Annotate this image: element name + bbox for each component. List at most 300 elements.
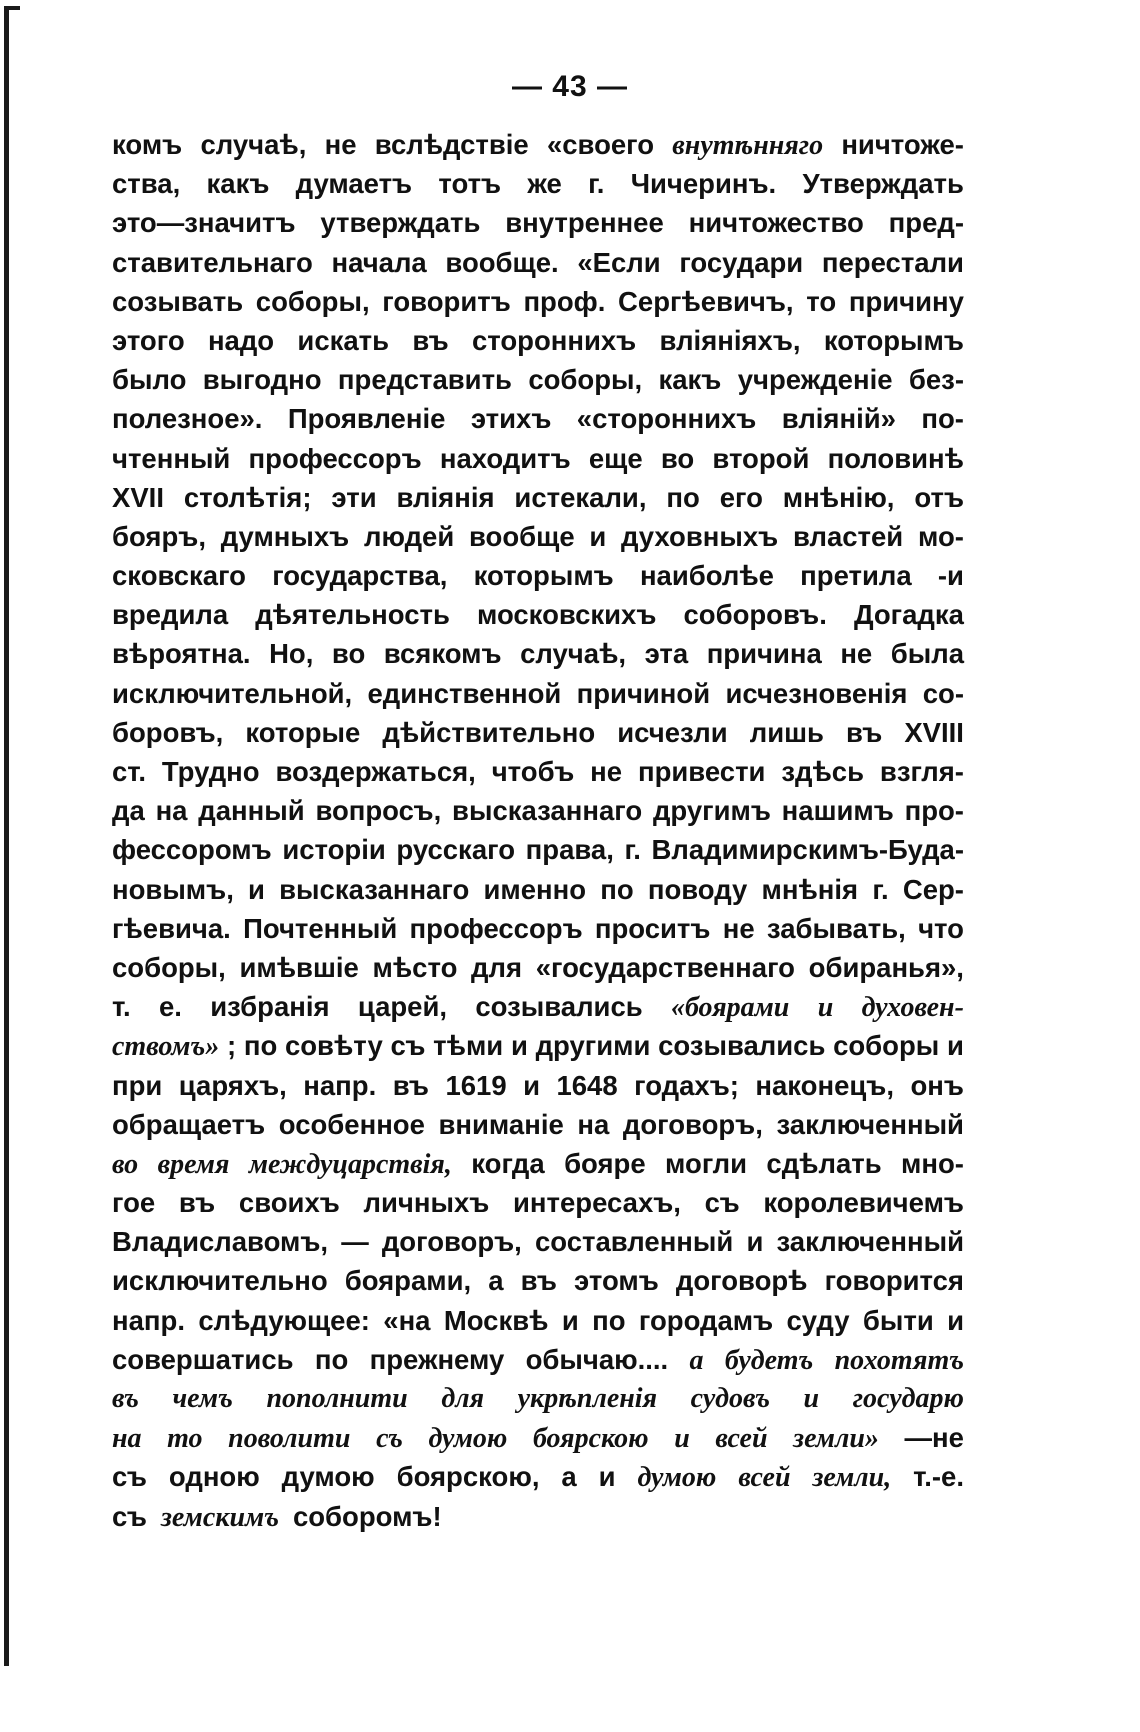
word: а (561, 1461, 577, 1493)
word: было (112, 364, 187, 396)
word: въ (845, 716, 883, 748)
word: привести (637, 756, 766, 787)
word: духовен- (861, 992, 964, 1024)
word: Но, (269, 638, 314, 670)
word: ставительнаго (112, 246, 313, 278)
word: вліяній» (781, 403, 896, 435)
word: да (112, 795, 145, 827)
word: проситъ (594, 912, 711, 944)
page-edge-corner (4, 6, 20, 10)
word: была (890, 638, 964, 670)
word: созывать (112, 285, 244, 317)
text-line (112, 987, 964, 1026)
word: данный (198, 795, 305, 827)
word: Почтенный (243, 912, 398, 944)
word: говоритъ (382, 285, 511, 317)
word: укрѣпленія (517, 1383, 657, 1414)
word: царей, (357, 991, 448, 1023)
word: совершатись (112, 1343, 294, 1375)
word: быти (862, 1304, 934, 1336)
word: отъ (914, 481, 964, 513)
word: дѣятельность (255, 599, 450, 631)
word: междуцарствія, (248, 1148, 452, 1180)
word: по (600, 873, 634, 905)
word: т. (112, 991, 131, 1023)
word: новымъ, (112, 873, 234, 905)
text-line (112, 399, 964, 438)
word: духовныхъ (621, 520, 779, 552)
word: Чичеринъ. (630, 168, 777, 200)
body-text (112, 125, 964, 1536)
text-line (112, 203, 964, 242)
word: находитъ (439, 442, 571, 474)
word: Трудно (161, 756, 260, 787)
word: что (918, 912, 964, 944)
word: московскихъ (476, 599, 657, 631)
word: для (441, 1383, 484, 1414)
text-line (112, 791, 964, 830)
word: проф. (523, 285, 606, 317)
word: —не (904, 1422, 964, 1454)
word: съ (704, 1187, 740, 1219)
word: вообще (468, 520, 575, 552)
word: думою (428, 1423, 508, 1455)
word: забывать, (766, 912, 906, 944)
word: совѣту (284, 1030, 383, 1062)
word: именно (483, 873, 587, 905)
text-line (112, 1222, 964, 1261)
text-line (112, 360, 964, 399)
word: г. (624, 834, 641, 866)
word: во (331, 638, 366, 670)
word: заключенный (776, 1226, 964, 1258)
word: соборы (833, 1030, 940, 1062)
word: воздержаться, (275, 756, 476, 787)
word: властей (792, 520, 904, 552)
word: нашимъ (781, 795, 894, 827)
word: которымъ (473, 560, 614, 592)
word: онъ (910, 1069, 964, 1101)
word: исторіи (282, 834, 386, 866)
word: лишь (749, 716, 824, 748)
word: думою (637, 1462, 717, 1494)
word: въ (178, 1187, 216, 1219)
word: гѣевича. (112, 912, 231, 944)
word: вліяніяхъ, (659, 324, 801, 356)
word: и (947, 1304, 964, 1336)
word: -и (937, 560, 964, 592)
text-line (112, 164, 964, 203)
word: мно- (901, 1147, 964, 1179)
word: и (561, 1304, 579, 1336)
text-line (112, 830, 964, 869)
word: не (324, 129, 357, 160)
word: второй (712, 442, 810, 474)
word: чемъ (172, 1383, 233, 1414)
word: учрежденіе (737, 364, 893, 396)
word: комъ (112, 129, 183, 160)
word: и (817, 992, 834, 1024)
word: «государственнаго (535, 951, 795, 983)
word: а (488, 1265, 504, 1297)
word: боровъ, (112, 716, 224, 748)
word: всей (738, 1462, 791, 1494)
word: без- (908, 364, 964, 396)
word: и (746, 1226, 764, 1258)
word: годахъ; (634, 1069, 739, 1101)
word: чтобъ (491, 756, 575, 787)
text-line (112, 1066, 964, 1105)
word: дѣйствительно (382, 716, 596, 748)
word: исключительно (112, 1265, 328, 1297)
word: въ (520, 1265, 557, 1297)
word: соборовъ. (683, 599, 827, 631)
word: напр. (112, 1304, 185, 1336)
word: права, (525, 834, 614, 866)
word: по (592, 1304, 626, 1336)
word: Догадка (853, 599, 964, 631)
word: профессоръ (248, 442, 422, 474)
text-line (112, 282, 964, 321)
word: то (806, 285, 837, 317)
word: и (946, 1030, 964, 1062)
word: на (577, 1108, 610, 1140)
word: причину (848, 285, 964, 317)
word: вслѣдствіе (374, 129, 529, 160)
word: земскимъ (160, 1501, 279, 1533)
word: XVII (112, 481, 164, 513)
word: на (112, 1423, 142, 1455)
word: наконецъ, (755, 1069, 894, 1101)
word: вообще. (445, 246, 559, 278)
word: городамъ (638, 1304, 774, 1336)
word: случаѣ, (520, 638, 627, 670)
word: земли, (812, 1462, 892, 1494)
word: боярскою, (396, 1461, 540, 1493)
text-line (112, 1418, 964, 1457)
text-line (112, 1301, 964, 1340)
word: Проявленіе (287, 403, 446, 435)
word: по (314, 1343, 349, 1375)
word: половинѣ (827, 442, 964, 474)
word: говорится (824, 1265, 964, 1297)
word: соборы, (528, 364, 643, 396)
word: этомъ (574, 1265, 659, 1297)
word: начала (331, 246, 427, 278)
word: же (527, 168, 562, 200)
word: мнѣнія (761, 873, 859, 905)
word: т.-е. (913, 1461, 964, 1493)
word: прежнему (369, 1343, 505, 1375)
word: какъ (206, 168, 270, 200)
word: со- (922, 677, 964, 709)
word: договоръ, (381, 1226, 522, 1258)
word: причиной (576, 677, 711, 709)
text-line (112, 870, 964, 909)
word: не (840, 638, 873, 670)
word: не (722, 912, 755, 944)
word: сдѣлать (766, 1147, 882, 1179)
word: XVIII (904, 716, 964, 748)
word: исключительной, (112, 677, 353, 709)
word: случаѣ, (200, 129, 307, 160)
word: и (510, 1030, 528, 1062)
text-line (112, 595, 964, 634)
word: ничтоже- (841, 129, 964, 160)
word: «своего (546, 129, 655, 160)
word: «на (383, 1304, 431, 1336)
word: пред- (888, 207, 964, 239)
word: представить (337, 364, 512, 396)
word: составленный (534, 1226, 734, 1258)
word: мѣсто (372, 951, 458, 983)
word: судовъ (690, 1383, 770, 1414)
word: суду (786, 1304, 850, 1336)
text-line (112, 909, 964, 948)
word: полезное». (112, 403, 263, 435)
word: тѣми (433, 1030, 504, 1062)
word: и (248, 873, 265, 905)
word: фессоромъ (112, 834, 272, 866)
word: здѣсь (781, 756, 865, 787)
word: а (689, 1344, 704, 1376)
word: взгля- (879, 756, 964, 787)
word: созывались (475, 991, 643, 1023)
word: и (523, 1069, 540, 1101)
word: не (590, 756, 623, 787)
word: особенное (278, 1108, 425, 1140)
word: внутреннее (505, 207, 664, 239)
word: во (112, 1148, 139, 1180)
word: истекали, (514, 481, 647, 513)
text-line (112, 752, 964, 791)
word: и (589, 520, 607, 552)
word: по (243, 1030, 278, 1062)
word: личныхъ (363, 1187, 490, 1219)
word: будетъ (724, 1344, 814, 1376)
text-line (112, 1457, 964, 1496)
word: е. (159, 991, 182, 1023)
word: выгодно (202, 364, 322, 396)
word: искать (297, 324, 390, 356)
text-line (112, 674, 964, 713)
word: боярскою (532, 1423, 649, 1455)
word: всякомъ (383, 638, 502, 670)
word: пополнити (266, 1383, 408, 1414)
word: «стороннихъ (576, 403, 757, 435)
word: государи (679, 246, 804, 278)
text-line (112, 517, 964, 556)
word: претила (800, 560, 912, 592)
text-line (112, 1497, 964, 1536)
word: его (719, 481, 763, 513)
word: внутѣнняго (672, 130, 824, 161)
word: чтенный (112, 442, 231, 474)
word: вниманіе (438, 1108, 564, 1140)
text-line (112, 1379, 964, 1418)
word: исчезновенія (725, 677, 908, 709)
word: слѣдующее: (198, 1304, 370, 1336)
word: еще (588, 442, 643, 474)
word: царяхъ, (178, 1069, 287, 1101)
word: думныхъ (220, 520, 350, 552)
word: исчезли (617, 716, 728, 748)
word: гое (112, 1187, 156, 1219)
word: обращаетъ (112, 1108, 266, 1140)
word: избранія (210, 991, 330, 1023)
word: Владиславомъ, (112, 1226, 329, 1258)
word: заключенный (776, 1108, 964, 1140)
word: договорѣ (675, 1265, 808, 1297)
word: ства, (112, 168, 181, 200)
word: причина (706, 638, 822, 670)
word: въ (392, 1069, 429, 1101)
word: соборы, (112, 951, 226, 983)
word: земли» (793, 1423, 879, 1455)
text-line (112, 439, 964, 478)
word: съ (112, 1500, 147, 1532)
word: боярами, (344, 1265, 472, 1297)
word: обиранья», (808, 951, 964, 983)
word: перестали (821, 246, 964, 278)
word: одною (168, 1461, 260, 1493)
word: поводу (647, 873, 748, 905)
word: государю (852, 1383, 964, 1414)
word: г. (588, 168, 605, 200)
word: ничтожество (688, 207, 864, 239)
word: Утверждать (802, 168, 964, 200)
word: Сер- (902, 873, 964, 905)
word: всей (715, 1423, 768, 1455)
word: которые (245, 716, 361, 748)
word: — (341, 1226, 369, 1258)
page-edge-shadow (4, 6, 9, 1666)
word: во (660, 442, 695, 474)
word: какъ (658, 364, 722, 396)
word: и (674, 1423, 690, 1455)
word: обычаю.... (525, 1343, 669, 1375)
text-line (112, 125, 964, 164)
word: своихъ (238, 1187, 340, 1219)
text-line (112, 1183, 964, 1222)
word: «Если (577, 246, 661, 278)
text-line (112, 1026, 964, 1065)
word: единственной (367, 677, 562, 709)
word: вліянія (396, 481, 495, 513)
word: при (112, 1069, 163, 1101)
word: и (598, 1461, 616, 1493)
word: 1619 (445, 1069, 507, 1101)
word: бояре (564, 1147, 646, 1179)
text-line (112, 948, 964, 987)
word: наиболѣе (639, 560, 774, 592)
word: въ (412, 324, 449, 356)
text-line (112, 713, 964, 752)
word: про- (904, 795, 964, 827)
word: бояръ, (112, 520, 206, 552)
word: этихъ (470, 403, 552, 435)
word: и (803, 1383, 820, 1414)
word: ; (226, 1030, 237, 1062)
word: имѣвшіе (239, 951, 359, 983)
word: королевичемъ (763, 1187, 964, 1219)
text-line (112, 634, 964, 673)
word: сковскаго (112, 560, 246, 592)
word: эти (331, 481, 377, 513)
word: напр. (303, 1069, 377, 1101)
word: высказаннаго (279, 873, 470, 905)
word: Москвѣ (443, 1304, 549, 1336)
word: договоръ, (622, 1108, 763, 1140)
word: профессоръ (409, 912, 583, 944)
text-line (112, 1144, 964, 1183)
text-line (112, 478, 964, 517)
word: ствомъ» (112, 1031, 220, 1063)
word: утверждать (320, 207, 481, 239)
word: интересахъ, (513, 1187, 681, 1219)
word: мнѣнію, (782, 481, 895, 513)
word: на (155, 795, 188, 827)
word: съ (376, 1423, 403, 1455)
word: эта (644, 638, 689, 670)
word: высказаннаго (452, 795, 643, 827)
word: русскаго (396, 834, 516, 866)
text-line (112, 556, 964, 595)
word: время (157, 1148, 230, 1180)
word: государства, (272, 560, 448, 592)
text-line (112, 1340, 964, 1379)
word: тотъ (438, 168, 502, 200)
word: людей (363, 520, 455, 552)
word: Сергѣевичъ, (618, 285, 794, 317)
word: когда (471, 1147, 545, 1179)
word: въ (112, 1383, 139, 1414)
word: съ (112, 1461, 147, 1493)
word: ст. (112, 756, 146, 787)
word: съ (390, 1030, 426, 1062)
word: столѣтія; (183, 481, 312, 513)
word: по (666, 481, 700, 513)
word: поволити (228, 1423, 351, 1455)
word: думою (281, 1461, 375, 1493)
word: «боярами (670, 992, 790, 1024)
word: то (167, 1423, 203, 1455)
word: похотятъ (834, 1344, 964, 1376)
word: стороннихъ (471, 324, 637, 356)
word: надо (207, 324, 275, 356)
word: другимъ (652, 795, 771, 827)
word: 1648 (556, 1069, 618, 1101)
text-line (112, 243, 964, 282)
word: могли (665, 1147, 747, 1179)
word: этого (112, 324, 185, 356)
word: соборы, (255, 285, 370, 317)
word: вредила (112, 599, 229, 631)
word: которымъ (823, 324, 964, 356)
text-line (112, 1105, 964, 1144)
word: вѣроятна. (112, 638, 251, 670)
word: думаетъ (295, 168, 413, 200)
word: по- (921, 403, 964, 435)
word: г. (872, 873, 889, 905)
word: для (471, 951, 523, 983)
word: Владимирскимъ-Буда- (651, 834, 964, 866)
word: созывались (658, 1030, 826, 1062)
text-line (112, 321, 964, 360)
text-line (112, 1261, 964, 1300)
word: вопросъ, (315, 795, 442, 827)
word: другими (535, 1030, 651, 1062)
